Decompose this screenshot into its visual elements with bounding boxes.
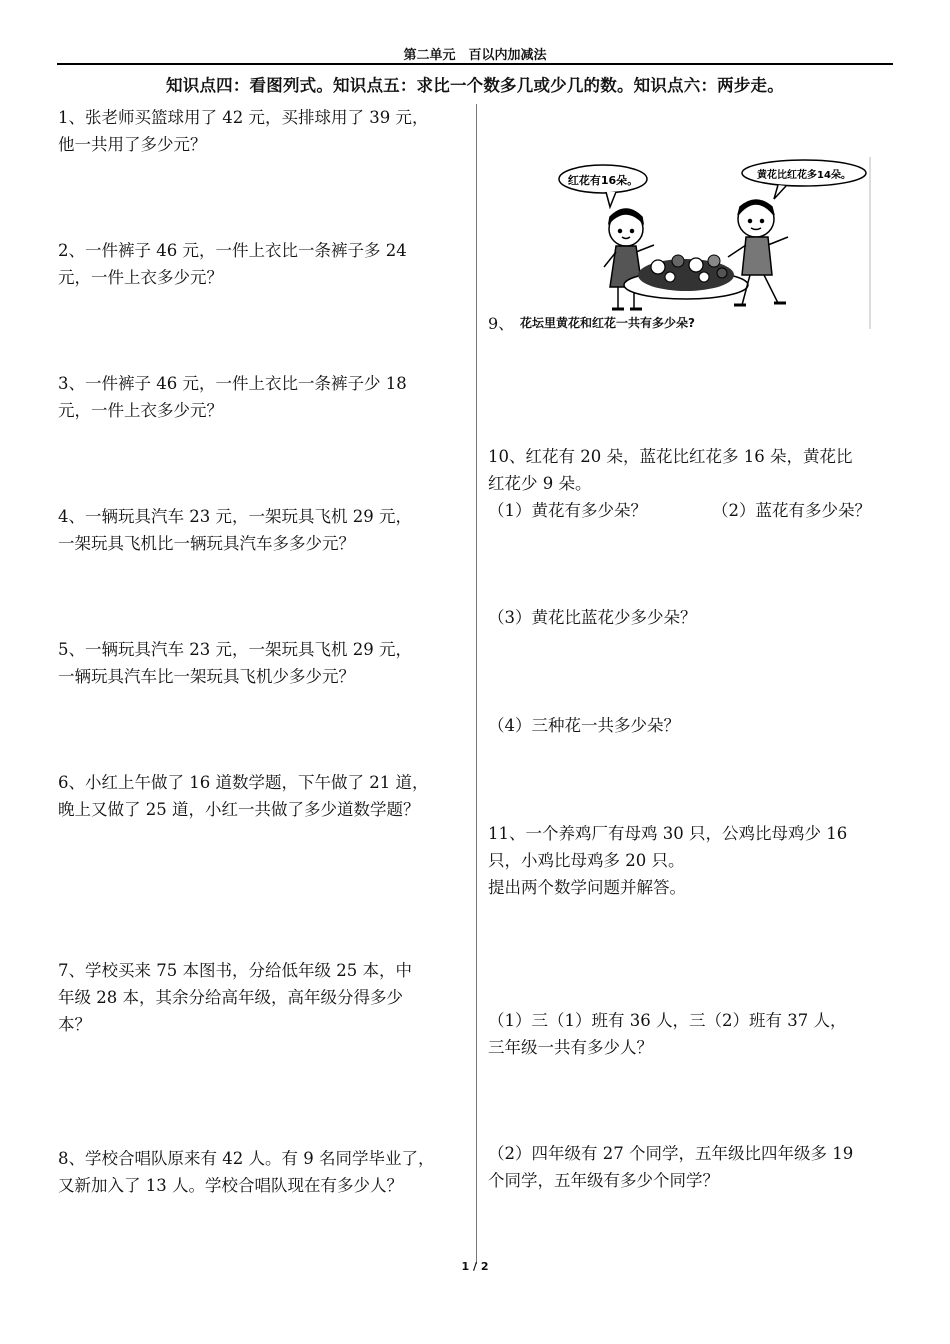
question-3: [58, 370, 407, 424]
q10-line-1: 10、红花有 20 朵，蓝花比红花多 16 朵，黄花比: [488, 447, 853, 466]
extra-question-1: [488, 1007, 846, 1061]
question-7: [58, 957, 412, 1038]
q8-line-1: 8、学校合唱队原来有 42 人。有 9 名同学毕业了，: [58, 1149, 435, 1168]
question-1: [58, 104, 428, 158]
q4-line-2: 一架玩具飞机比一辆玩具汽车多多少元？: [58, 534, 355, 553]
question-8: [58, 1145, 434, 1199]
q2-line-2: 元，一件上衣多少元？: [58, 268, 223, 287]
q7-line-2: 年级 28 本，其余分给高年级，高年级分得多少: [58, 988, 403, 1007]
q3-line-2: 元，一件上衣多少元？: [58, 401, 223, 420]
extra2-line-2: 个同学，五年级有多少个同学？: [488, 1171, 719, 1190]
extra1-line-1: （1）三（1）班有 36 人，三（2）班有 37 人，: [488, 1011, 847, 1030]
question-6: [58, 769, 428, 823]
q10-part-2: （2）蓝花有多少朵？: [712, 501, 871, 520]
q5-line-1: 5、一辆玩具汽车 23 元，一架玩具飞机 29 元，: [58, 640, 412, 659]
q11-line-3: 提出两个数学问题并解答。: [488, 878, 686, 897]
q6-line-2: 晚上又做了 25 道，小红一共做了多少道数学题？: [58, 800, 420, 819]
question-2: [58, 237, 407, 291]
q6-line-1: 6、小红上午做了 16 道数学题，下午做了 21 道，: [58, 773, 429, 792]
q4-line-1: 4、一辆玩具汽车 23 元，一架玩具飞机 29 元，: [58, 507, 412, 526]
question-9-number: 9、: [488, 314, 515, 333]
flower-bed: [624, 255, 748, 299]
q3-line-1: 3、一件裤子 46 元，一件上衣比一条裤子少 18: [58, 374, 407, 393]
column-divider: [476, 104, 477, 1264]
q10-part-4: （4）三种花一共多少朵？: [488, 716, 680, 735]
q1-line-1: 1、张老师买篮球用了 42 元，买排球用了 39 元，: [58, 108, 429, 127]
q5-line-2: 一辆玩具汽车比一架玩具飞机少多少元？: [58, 667, 355, 686]
question-4: [58, 503, 412, 557]
question-5: [58, 636, 412, 690]
q11-line-1: 11、一个养鸡厂有母鸡 30 只，公鸡比母鸡少 16: [488, 824, 848, 843]
question-10: [488, 443, 852, 497]
knowledge-points-heading: 知识点四：看图列式。知识点五：求比一个数多几或少几的数。知识点六：两步走。: [166, 76, 784, 95]
q11-line-2: 只，小鸡比母鸡多 20 只。: [488, 851, 685, 870]
extra-question-2: [488, 1140, 853, 1194]
q8-line-2: 又新加入了 13 人。学校合唱队现在有多少人？: [58, 1176, 403, 1195]
extra1-line-2: 三年级一共有多少人？: [488, 1038, 653, 1057]
q7-line-1: 7、学校买来 75 本图书，分给低年级 25 本，中: [58, 961, 412, 980]
q2-line-1: 2、一件裤子 46 元，一件上衣比一条裤子多 24: [58, 241, 407, 260]
q10-part-3: （3）黄花比蓝花少多少朵？: [488, 608, 697, 627]
question-11: [488, 820, 847, 901]
bubble-left-text: 红花有16朵。: [567, 174, 639, 187]
q10-line-2: 红花少 9 朵。: [488, 474, 592, 493]
header-rule: [57, 63, 893, 65]
bubble-right-text: 黄花比红花多14朵。: [757, 170, 851, 181]
page-header-title: 第二单元 百以内加减法: [403, 48, 547, 63]
question-9-text: 花坛里黄花和红花一共有多少朵?: [520, 316, 695, 330]
flower-garden-illustration: [546, 157, 872, 329]
q1-line-2: 他一共用了多少元？: [58, 135, 207, 154]
q10-part-1: （1）黄花有多少朵？: [488, 501, 647, 520]
q7-line-3: 本？: [58, 1015, 91, 1034]
extra2-line-1: （2）四年级有 27 个同学，五年级比四年级多 19: [488, 1144, 854, 1163]
page-number: 1 / 2: [461, 1260, 489, 1273]
